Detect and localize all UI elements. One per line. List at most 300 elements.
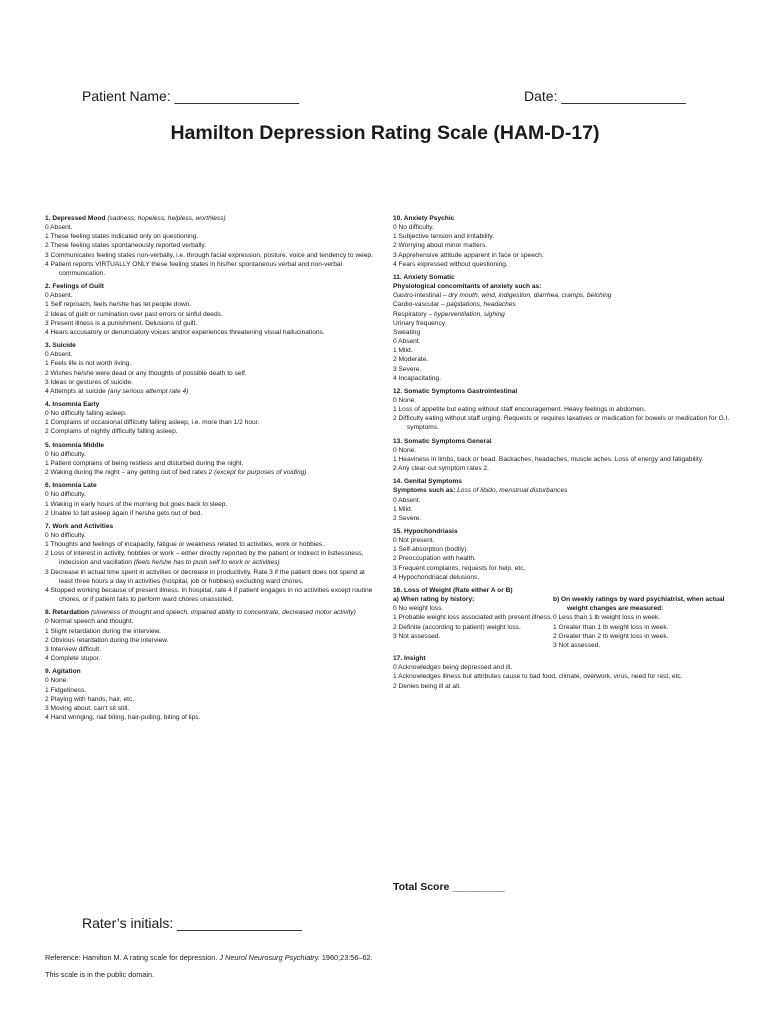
option-text: No difficulty. <box>50 491 86 499</box>
option-text: Absent. <box>50 292 73 300</box>
scale-item <box>393 477 733 523</box>
option-score: 2 <box>553 632 557 640</box>
option-text: Absent. <box>50 224 73 232</box>
symptom-category: Cardio-vascular – <box>393 301 447 309</box>
option-text: Probable weight loss associated with present illness. <box>398 614 553 622</box>
option-score: 1 <box>45 360 49 368</box>
option-score: 1 <box>393 614 397 622</box>
rating-option <box>393 260 733 269</box>
scale-item <box>45 667 375 722</box>
rating-option <box>393 564 733 573</box>
option-text: Incapacitating. <box>398 374 442 382</box>
option-score: 1 <box>393 455 397 463</box>
option-text: Mild. <box>398 505 413 513</box>
weight-weekly-heading: b) On weekly ratings by ward psychiatrist, when actual weight changes are measured: <box>553 596 725 613</box>
rating-option <box>45 310 375 319</box>
rating-option <box>45 686 375 695</box>
option-text: Absent. <box>398 496 421 504</box>
rating-option <box>393 613 553 622</box>
rating-option <box>45 549 375 567</box>
rating-option <box>393 396 733 405</box>
rating-option <box>393 346 733 355</box>
option-text: Playing with hands, hair, etc. <box>50 695 135 703</box>
option-text: Greater than 2 lb weight loss in week. <box>558 632 669 640</box>
option-score: 4 <box>45 328 49 336</box>
option-text: No difficulty. <box>50 450 86 458</box>
scale-item-heading <box>45 400 375 409</box>
rating-option <box>45 676 375 685</box>
option-text: Severe. <box>398 365 422 373</box>
scale-item <box>45 608 375 663</box>
public-domain-note: This scale is in the public domain. <box>45 970 155 979</box>
option-score: 4 <box>45 387 49 395</box>
scale-item-heading <box>45 667 375 676</box>
scale-item-heading <box>45 341 375 350</box>
option-text: Obvious retardation during the interview. <box>50 636 169 644</box>
reference-text: Reference: Hamilton M. A rating scale for depression. <box>45 953 220 962</box>
option-score: 0 <box>393 224 397 232</box>
option-note: (except for purposes of voiding) <box>214 469 307 477</box>
option-text: Moderate. <box>398 356 429 364</box>
rating-option <box>553 613 733 622</box>
option-score: 1 <box>45 541 49 549</box>
rating-option <box>45 291 375 300</box>
option-text: Greater than 1 lb weight loss in week. <box>558 623 669 631</box>
option-score: 2 <box>45 509 49 517</box>
option-score: 4 <box>393 374 397 382</box>
heading-description: (sadness, hopeless, helpless, worthless) <box>107 215 226 222</box>
rating-option <box>45 241 375 250</box>
option-text: Wishes he/she were dead or any thoughts of possible death to self. <box>50 369 247 377</box>
option-text: Hypochondriacal delusions. <box>398 573 480 581</box>
rating-option <box>45 713 375 722</box>
scale-item <box>393 214 733 269</box>
option-text: Stopped working because of present illness. In hospital, rate 4 if patient engages in no activities except routine chores, or if patient fails to perform ward chores unassisted. <box>50 586 373 604</box>
rating-option <box>45 540 375 549</box>
option-text: Patient complains of being restless and disturbed during the night. <box>50 459 244 467</box>
scale-item-heading: 15. Hypochondriasis <box>393 528 458 535</box>
rating-option <box>393 672 733 681</box>
rating-option <box>393 536 733 545</box>
option-text: Present illness is a punishment. Delusions of guilt. <box>50 319 198 327</box>
subheading-label: Symptoms such as: <box>393 487 458 495</box>
rating-option <box>393 632 553 641</box>
option-score: 3 <box>393 632 397 640</box>
scale-item-heading <box>45 214 375 223</box>
option-text: Preoccupation with health. <box>398 555 476 563</box>
option-text: Patient reports VIRTUALLY ONLY these feeling states in his/her spontaneous verbal and non-verbal communication. <box>50 260 343 277</box>
rating-option <box>45 459 375 468</box>
rating-option <box>45 260 375 278</box>
option-score: 1 <box>45 301 49 309</box>
option-text: Loss of appetite but eating without staff encouragement. Heavy feelings in abdomen. <box>398 406 646 414</box>
option-text: None. <box>398 446 417 454</box>
scale-item <box>393 387 733 433</box>
option-score: 0 <box>45 532 49 539</box>
symptom-list: hyperventilation, sighing <box>434 310 505 318</box>
option-text: Fidgetiness. <box>50 686 87 694</box>
rating-option <box>393 682 733 691</box>
rating-option <box>393 496 733 505</box>
rating-option <box>45 531 375 540</box>
option-score: 1 <box>45 419 49 427</box>
rating-option <box>393 414 733 432</box>
option-score: 1 <box>393 406 397 414</box>
rating-option <box>45 300 375 309</box>
option-score: 1 <box>393 505 397 513</box>
scale-item-insight <box>393 654 733 691</box>
rating-option <box>393 464 733 473</box>
option-score: 0 <box>45 450 49 458</box>
option-text: These feeling states spontaneously reported verbally. <box>50 242 207 250</box>
symptom-list: dry mouth, wind, indigestion, diarrhea, cramps, belching <box>448 292 612 300</box>
option-score: 2 <box>393 623 397 631</box>
rating-option <box>393 663 733 672</box>
rating-option <box>45 500 375 509</box>
option-score: 4 <box>45 713 49 721</box>
option-score: 0 <box>393 664 397 672</box>
heading-text: 7. Work and Activities <box>45 522 114 530</box>
rating-option <box>45 509 375 518</box>
option-score: 0 <box>393 496 397 504</box>
option-score: 1 <box>393 546 397 554</box>
scale-item-weight <box>393 586 733 650</box>
rating-option <box>45 645 375 654</box>
option-score: 4 <box>393 260 397 268</box>
heading-text: 6. Insomnia Late <box>45 482 97 490</box>
rating-option <box>553 632 733 641</box>
left-column <box>45 214 375 726</box>
rating-option <box>45 319 375 328</box>
rating-option <box>393 374 733 383</box>
rating-option <box>45 418 375 427</box>
symptom-category: Sweating <box>393 328 421 336</box>
option-score: 2 <box>45 310 49 318</box>
option-text: Complete stupor. <box>50 655 101 663</box>
option-score: 3 <box>393 365 397 373</box>
reference-citation <box>45 953 373 962</box>
option-score: 0 <box>45 491 49 499</box>
option-text: Worrying about minor matters. <box>398 242 488 250</box>
option-text: Absent. <box>398 338 421 346</box>
reference-journal: J Neurol Neurosurg Psychiatry. <box>219 953 320 962</box>
option-text: Self reproach, feels he/she has let people down. <box>50 301 192 309</box>
option-text: Heaviness in limbs, back or head. Backaches, headaches, muscle aches. Loss of energy and fatigability. <box>398 455 704 463</box>
option-text: None. <box>50 677 69 685</box>
rating-option <box>45 636 375 645</box>
page-title: Hamilton Depression Rating Scale (HAM-D-17) <box>170 122 600 144</box>
scale-item-heading: 17. Insight <box>393 655 426 663</box>
option-score: 2 <box>393 415 397 423</box>
rating-option <box>45 427 375 436</box>
option-text: Normal speech and thought. <box>50 618 134 626</box>
rating-option <box>45 378 375 387</box>
option-text: These feeling states indicated only on questioning. <box>50 233 199 241</box>
option-score: 2 <box>45 636 49 644</box>
heading-text: 8. Retardation <box>45 609 89 617</box>
rating-option <box>393 365 733 374</box>
option-score: 2 <box>45 695 49 703</box>
option-text: Attempts at suicide <box>50 387 106 395</box>
rating-option <box>45 617 375 626</box>
symptom-example <box>393 319 733 328</box>
option-text: Hears accusatory or denunciatory voices and/or experiences threatening visual hallucinations. <box>50 328 325 336</box>
weight-history-column <box>393 595 553 650</box>
rating-option <box>393 241 733 250</box>
scale-item-heading: 10. Anxiety Psychic <box>393 215 455 222</box>
option-score: 4 <box>45 655 49 663</box>
rating-option <box>45 695 375 704</box>
scale-item-heading <box>45 608 375 617</box>
rating-option <box>45 704 375 713</box>
option-text: Waking during the night – any getting out of bed rates 2 <box>50 469 213 477</box>
option-score: 4 <box>45 260 49 268</box>
scale-item-heading: 12. Somatic Symptoms Gastrointestinal <box>393 387 518 395</box>
scale-item-subheading <box>393 486 733 495</box>
symptom-list: palpitations, headaches <box>446 301 516 309</box>
option-score: 1 <box>553 623 557 631</box>
option-text: Loss of interest in activity, hobbies or work – either directly reported by the patient or indirect in listlessness, indecision and vacillation <box>50 550 364 567</box>
scale-item-heading: 16. Loss of Weight (Rate either A or B) <box>393 586 513 594</box>
option-text: No difficulty. <box>50 532 86 539</box>
option-score: 1 <box>45 500 49 508</box>
option-score: 2 <box>393 682 397 690</box>
scale-item-subheading: Physiological concomitants of anxiety such as: <box>393 283 542 291</box>
scale-item-heading: 14. Genital Symptoms <box>393 478 462 486</box>
symptom-example <box>393 310 733 319</box>
option-text: Not assessed. <box>398 632 441 640</box>
option-text: Hand wringing, nail biting, hair-pulling, biting of lips. <box>50 713 201 721</box>
rating-option <box>45 586 375 604</box>
option-text: Subjective tension and irritability. <box>398 233 495 241</box>
scale-item <box>45 214 375 278</box>
rating-option <box>45 654 375 663</box>
option-text: Any clear-cut symptom rates 2. <box>398 465 490 473</box>
option-text: Definite (according to patient) weight loss. <box>398 623 521 631</box>
heading-text: 1. Depressed Mood <box>45 215 106 222</box>
option-text: No weight loss. <box>398 605 444 613</box>
option-note: (any serious attempt rate 4) <box>107 387 189 395</box>
scale-item <box>45 282 375 337</box>
option-score: 0 <box>393 605 397 613</box>
rating-option <box>393 337 733 346</box>
rating-option <box>393 355 733 364</box>
option-text: Mild. <box>398 347 413 355</box>
option-score: 2 <box>393 242 397 250</box>
option-score: 3 <box>393 564 397 572</box>
option-score: 1 <box>393 673 397 681</box>
patient-name-field: Patient Name: ________________ <box>82 88 300 104</box>
rating-option <box>393 545 733 554</box>
symptom-example <box>393 291 733 300</box>
option-score: 3 <box>45 645 49 653</box>
scale-item-heading <box>45 282 375 291</box>
option-text: Slight retardation during the interview. <box>50 627 161 635</box>
scale-item-heading: 11. Anxiety Somatic <box>393 273 455 281</box>
rating-option <box>393 505 733 514</box>
option-text: Not assessed. <box>558 641 601 649</box>
heading-text: 5. Insomnia Middle <box>45 441 104 449</box>
option-score: 2 <box>45 428 49 436</box>
option-score: 2 <box>45 369 49 377</box>
rating-option <box>393 604 553 613</box>
option-score: 0 <box>393 338 397 346</box>
option-text: None. <box>398 396 417 404</box>
option-score: 1 <box>393 347 397 355</box>
option-score: 1 <box>45 686 49 694</box>
rating-option <box>45 328 375 337</box>
rating-option <box>45 251 375 260</box>
scale-item <box>45 441 375 478</box>
rating-option <box>393 573 733 582</box>
option-score: 2 <box>45 550 49 558</box>
symptom-category: Gastro-intestinal – <box>393 292 449 300</box>
rating-option <box>393 405 733 414</box>
symptom-category: Urinary frequency <box>393 319 446 327</box>
option-text: Waking in early hours of the morning but goes back to sleep. <box>50 500 228 508</box>
option-text: Frequent complaints, requests for help, etc. <box>398 564 526 572</box>
scale-item-heading <box>45 481 375 490</box>
option-score: 3 <box>393 251 397 259</box>
option-score: 3 <box>45 378 49 386</box>
option-score: 2 <box>45 469 49 477</box>
subheading-examples: Loss of libido, menstrual disturbances <box>457 487 568 495</box>
option-text: Decrease in actual time spent in activities or decrease in productivity. Rate 3 if the patient does not spend at least three hours a day in activities (hospital, job or hobbies) excluding ward chores. <box>50 568 365 585</box>
rating-option <box>553 623 733 632</box>
option-score: 1 <box>393 233 397 241</box>
scale-item-heading <box>45 441 375 450</box>
raters-initials-field: Rater’s initials: ________________ <box>82 915 302 931</box>
option-text: Ideas of guilt or rumination over past errors or sinful deeds. <box>50 310 223 318</box>
symptom-example <box>393 300 733 309</box>
option-text: Fears expressed without questioning. <box>398 260 508 268</box>
rating-option <box>45 369 375 378</box>
option-score: 0 <box>45 677 49 685</box>
option-text: Difficulty eating without staff urging. Requests or requires laxatives or medication for bowels or medication for G.I. symptoms. <box>398 415 730 432</box>
option-score: 3 <box>45 704 49 712</box>
heading-text: 4. Insomnia Early <box>45 400 100 408</box>
scale-item <box>45 400 375 437</box>
option-text: Apprehensive attitude apparent in face or speech. <box>398 251 544 259</box>
heading-description: (slowness of thought and speech, impaired ability to concentrate, decreased motor activity) <box>90 609 356 617</box>
scale-item <box>393 437 733 474</box>
rating-option <box>553 641 733 650</box>
option-score: 4 <box>45 586 49 594</box>
rating-option <box>393 223 733 232</box>
option-score: 0 <box>553 614 557 622</box>
heading-text: 9. Agitation <box>45 668 81 676</box>
option-score: 2 <box>45 242 49 250</box>
scale-item-heading <box>45 522 375 531</box>
option-score: 0 <box>393 446 397 454</box>
heading-text: 3. Suicide <box>45 342 76 350</box>
option-text: Unable to fall asleep again if he/she gets out of bed. <box>50 509 203 517</box>
date-field: Date: ________________ <box>524 88 686 104</box>
option-text: Thoughts and feelings of incapacity, fatigue or weakness related to activities, work or hobbies. <box>50 541 325 549</box>
rating-option <box>393 623 553 632</box>
rating-option <box>45 568 375 586</box>
rating-option <box>45 490 375 499</box>
rating-option <box>45 450 375 459</box>
option-text: Communicates feeling states non-verbally, i.e. through facial expression, posture, voice and tendency to weep. <box>50 251 373 259</box>
weight-history-heading: a) When rating by history: <box>393 596 475 604</box>
option-score: 1 <box>45 627 49 635</box>
option-text: Acknowledges being depressed and ill. <box>398 664 513 672</box>
rating-option <box>393 455 733 464</box>
scale-item-heading: 13. Somatic Symptoms General <box>393 437 492 445</box>
option-text: Acknowledges illness but attributes cause to bad food, climate, overwork, virus, need for rest, etc. <box>398 673 683 681</box>
option-text: Denies being ill at all. <box>398 682 461 690</box>
option-score: 0 <box>45 410 49 418</box>
heading-text: 2. Feelings of Guilt <box>45 283 104 291</box>
scale-item <box>393 273 733 383</box>
rating-option <box>45 350 375 359</box>
option-score: 3 <box>45 568 49 576</box>
option-text: Interview difficult. <box>50 645 101 653</box>
option-text: Complains of nightly difficulty falling asleep. <box>50 428 178 436</box>
option-text: No difficulty. <box>398 224 434 232</box>
option-score: 0 <box>45 224 49 232</box>
rating-option <box>45 409 375 418</box>
option-text: Less than 1 lb weight loss in week. <box>558 614 661 622</box>
right-column <box>393 214 733 695</box>
rating-option <box>45 232 375 241</box>
option-score: 0 <box>393 396 397 404</box>
option-score: 3 <box>553 641 557 649</box>
option-score: 0 <box>45 351 49 359</box>
scale-item <box>45 481 375 518</box>
rating-option <box>45 468 375 477</box>
reference-details: 1960;23:56–62. <box>319 953 373 962</box>
option-text: No difficulty falling asleep. <box>50 410 127 418</box>
option-score: 1 <box>45 459 49 467</box>
symptom-example <box>393 328 733 337</box>
rating-option <box>45 359 375 368</box>
option-score: 0 <box>45 292 49 300</box>
rating-option <box>393 251 733 260</box>
rating-option <box>393 232 733 241</box>
rating-option <box>393 554 733 563</box>
scale-item <box>393 527 733 582</box>
option-score: 4 <box>393 573 397 581</box>
option-text: Ideas or gestures of suicide. <box>50 378 133 386</box>
rating-option <box>45 627 375 636</box>
option-score: 3 <box>45 319 49 327</box>
symptom-category: Respiratory – <box>393 310 435 318</box>
option-score: 2 <box>393 514 397 522</box>
scale-item <box>45 522 375 604</box>
option-note: (feels he/she has to push self to work or activities) <box>133 559 280 567</box>
rating-option <box>45 387 375 396</box>
total-score-field: Total Score _________ <box>393 881 505 893</box>
option-text: Not present. <box>398 537 435 545</box>
option-text: Moving about, can't sit still. <box>50 704 130 712</box>
weight-weekly-column <box>553 595 733 650</box>
scale-item <box>45 341 375 396</box>
option-score: 2 <box>393 465 397 473</box>
option-score: 2 <box>393 356 397 364</box>
weight-columns <box>393 595 733 650</box>
option-text: Absent. <box>50 351 73 359</box>
option-text: Self-absorption (bodily). <box>398 546 469 554</box>
option-text: Severe. <box>398 514 422 522</box>
option-score: 0 <box>393 537 397 545</box>
option-score: 3 <box>45 251 49 259</box>
rating-option <box>393 514 733 523</box>
option-score: 1 <box>45 233 49 241</box>
option-text: Complains of occasional difficulty falling asleep, i.e. more than 1/2 hour. <box>50 419 260 427</box>
rating-option <box>393 446 733 455</box>
